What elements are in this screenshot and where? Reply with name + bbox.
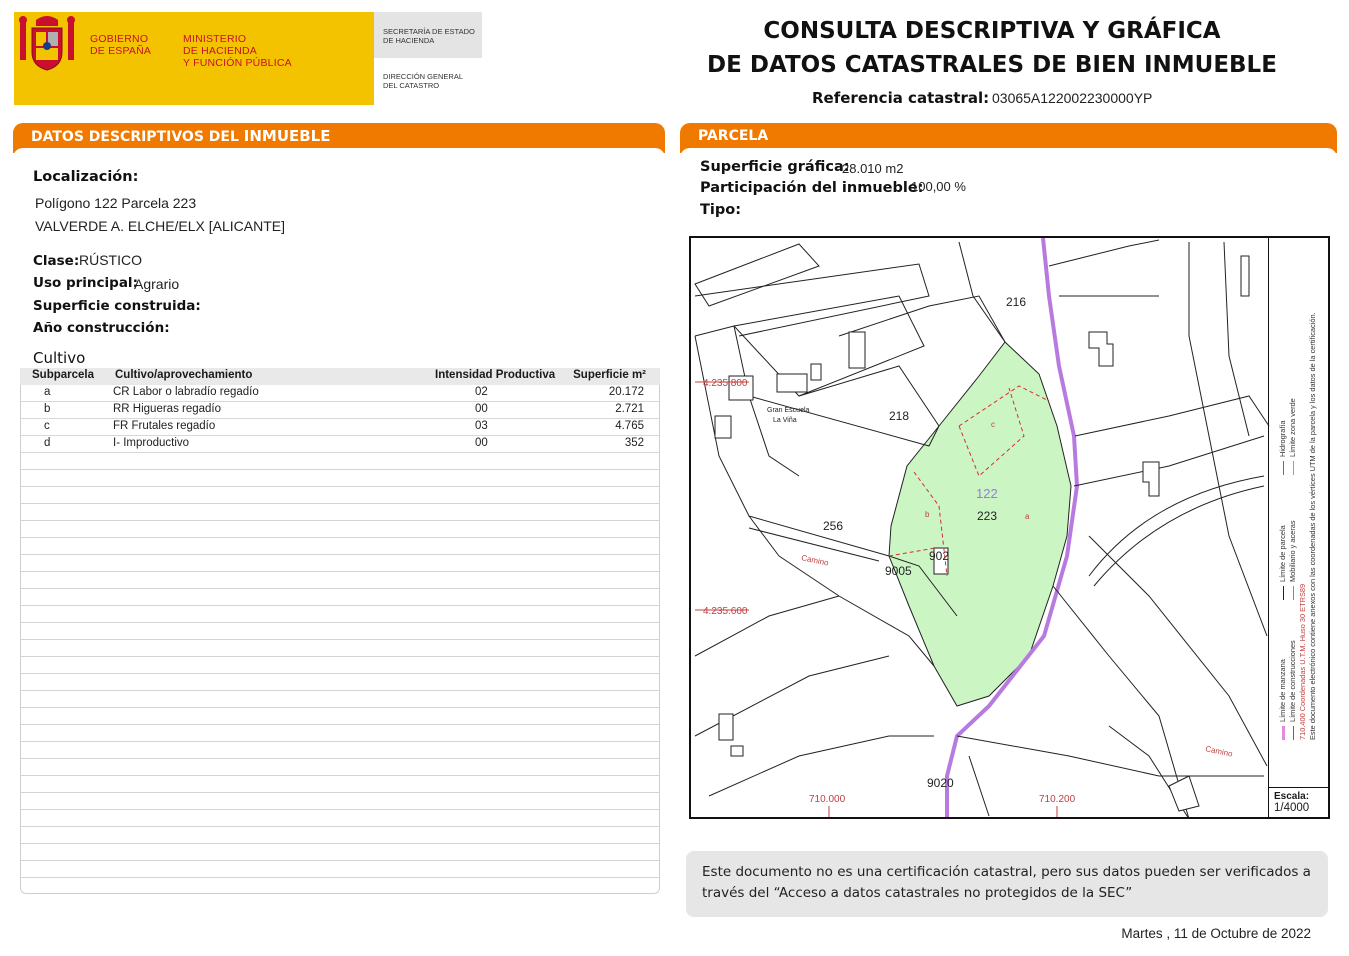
map-legend (1276, 240, 1338, 780)
cell-cultivo: I- Improductivo (113, 437, 190, 449)
participacion-value: 100,00 % (911, 179, 966, 194)
localizacion-label: Localización: (33, 169, 139, 185)
clase-value: RÚSTICO (79, 252, 142, 268)
label-9020: 9020 (927, 776, 954, 790)
label-road-2: Camino (1204, 744, 1234, 759)
uso-principal-value: Agrario (134, 276, 180, 292)
scale-label: Escala: (1274, 791, 1310, 802)
label-902: 902 (929, 549, 950, 563)
cell-intensidad: 03 (475, 420, 488, 432)
coat-of-arms-icon (14, 12, 80, 78)
label-256: 256 (823, 519, 844, 533)
label-poligono-122: 122 (976, 486, 998, 501)
header-subparcela: Subparcela (32, 369, 94, 381)
label-building-1: Gran Escuela (767, 407, 810, 414)
cell-superficie: 4.765 (615, 420, 644, 432)
datos-descriptivos-bar: DATOS DESCRIPTIVOS DEL INMUEBLE (13, 123, 665, 153)
page-title: CONSULTA DESCRIPTIVA Y GRÁFICA DE DATOS CATASTRALES DE BIEN INMUEBLE (707, 18, 1277, 78)
label-9005: 9005 (885, 564, 912, 578)
parcela-bar: PARCELA (680, 123, 1337, 153)
uso-principal-label: Uso principal: (33, 275, 138, 291)
header-intensidad: Intensidad Productiva (435, 369, 556, 381)
legend-mobiliario: Mobiliario y aceras (1288, 520, 1297, 600)
cell-intensidad: 00 (475, 403, 488, 415)
cultivo-table-header (20, 368, 660, 385)
legend-parcela: Límite de parcela (1278, 525, 1287, 600)
label-road-1: Camino (800, 553, 830, 568)
coord-x-right: 710.200 (1039, 794, 1076, 805)
table-row (20, 402, 660, 419)
superficie-grafica-value: 28.010 m2 (842, 161, 904, 176)
cell-subparcela: d (44, 437, 51, 449)
superficie-construida-label: Superficie construida: (33, 298, 201, 314)
header-cultivo: Cultivo/aprovechamiento (115, 369, 253, 381)
legend-coords: 710.400 Coordenadas U.T.M. Huso 30 ETRS89 (1298, 583, 1307, 740)
label-216: 216 (1006, 295, 1027, 309)
ref-catastral-label: Referencia catastral: (812, 89, 990, 107)
label-sub-c: c (991, 420, 995, 429)
footer-date: Martes , 11 de Octubre de 2022 (1121, 926, 1311, 941)
coord-y-bottom: 4.235.600 (703, 606, 748, 617)
label-sub-a: a (1025, 512, 1030, 521)
direccion-text: DIRECCIÓN GENERAL DEL CATASTRO (383, 72, 464, 90)
legend-doc-note: Este documento electrónico contiene anexos con las coordenadas de los vértices UTM de la parcela y los datos de la certificación. (1308, 312, 1317, 740)
cell-subparcela: c (44, 420, 50, 432)
coord-x-left: 710.000 (809, 794, 846, 805)
cell-superficie: 20.172 (608, 386, 644, 398)
bar-curve-left (13, 148, 665, 158)
bar-curve-right (680, 148, 1337, 158)
cultivo-title: Cultivo (33, 349, 86, 367)
clase-label: Clase: (33, 253, 80, 269)
map-drawing (689, 236, 1330, 819)
label-sub-b: b (925, 510, 930, 519)
secretaria-text: SECRETARÍA DE ESTADO DE HACIENDA (383, 27, 475, 45)
cell-superficie: 352 (624, 437, 644, 449)
cell-intensidad: 00 (475, 437, 488, 449)
table-row (20, 385, 660, 402)
table-row (20, 436, 660, 453)
road-lines (1089, 476, 1264, 586)
coord-y-top: 4.235.800 (703, 378, 748, 389)
label-building-2: La Viña (773, 417, 797, 424)
participacion-label: Participación del inmueble: (700, 180, 924, 196)
anio-construccion-label: Año construcción: (33, 320, 170, 336)
ref-catastral-value: 03065A122002230000YP (992, 90, 1153, 106)
gov-wordmark: GOBIERNO DE ESPAÑA (90, 33, 152, 57)
cell-cultivo: RR Higueras regadío (113, 403, 222, 415)
ministry-wordmark: MINISTERIO DE HACIENDA Y FUNCIÓN PÚBLICA (183, 33, 292, 69)
legend-construcciones: Límite de construcciones (1288, 640, 1297, 740)
scale-box (1269, 787, 1329, 817)
cell-cultivo: CR Labor o labradío regadío (113, 386, 259, 398)
cell-superficie: 2.721 (615, 403, 644, 415)
legend-zona-verde: Límite zona verde (1288, 398, 1297, 475)
scale-value: 1/4000 (1274, 802, 1310, 814)
tipo-label: Tipo: (700, 202, 742, 218)
notice-box: Este documento no es una certificación catastral, pero sus datos pueden ser verificados a través del “Acceso a datos catastrales no protegidos de la SEC” (686, 851, 1328, 917)
address-line-2: VALVERDE A. ELCHE/ELX [ALICANTE] (35, 218, 286, 234)
address-line-1: Polígono 122 Parcela 223 (35, 195, 197, 211)
parcel-223-area (889, 342, 1071, 706)
cell-subparcela: a (44, 386, 51, 398)
header-superficie: Superficie m² (573, 369, 646, 381)
table-empty-rows (20, 453, 660, 893)
superficie-grafica-label: Superficie gráfica: (700, 159, 850, 175)
cadastral-map (689, 236, 1330, 819)
cell-subparcela: b (44, 403, 51, 415)
cell-intensidad: 02 (475, 386, 488, 398)
label-223: 223 (977, 509, 998, 523)
legend-manzana: Límite de manzana (1278, 659, 1287, 740)
legend-divider (1268, 238, 1269, 817)
cell-cultivo: FR Frutales regadío (113, 420, 216, 432)
label-218: 218 (889, 409, 910, 423)
legend-hidrografia: Hidrografía (1278, 420, 1287, 475)
table-row (20, 419, 660, 436)
